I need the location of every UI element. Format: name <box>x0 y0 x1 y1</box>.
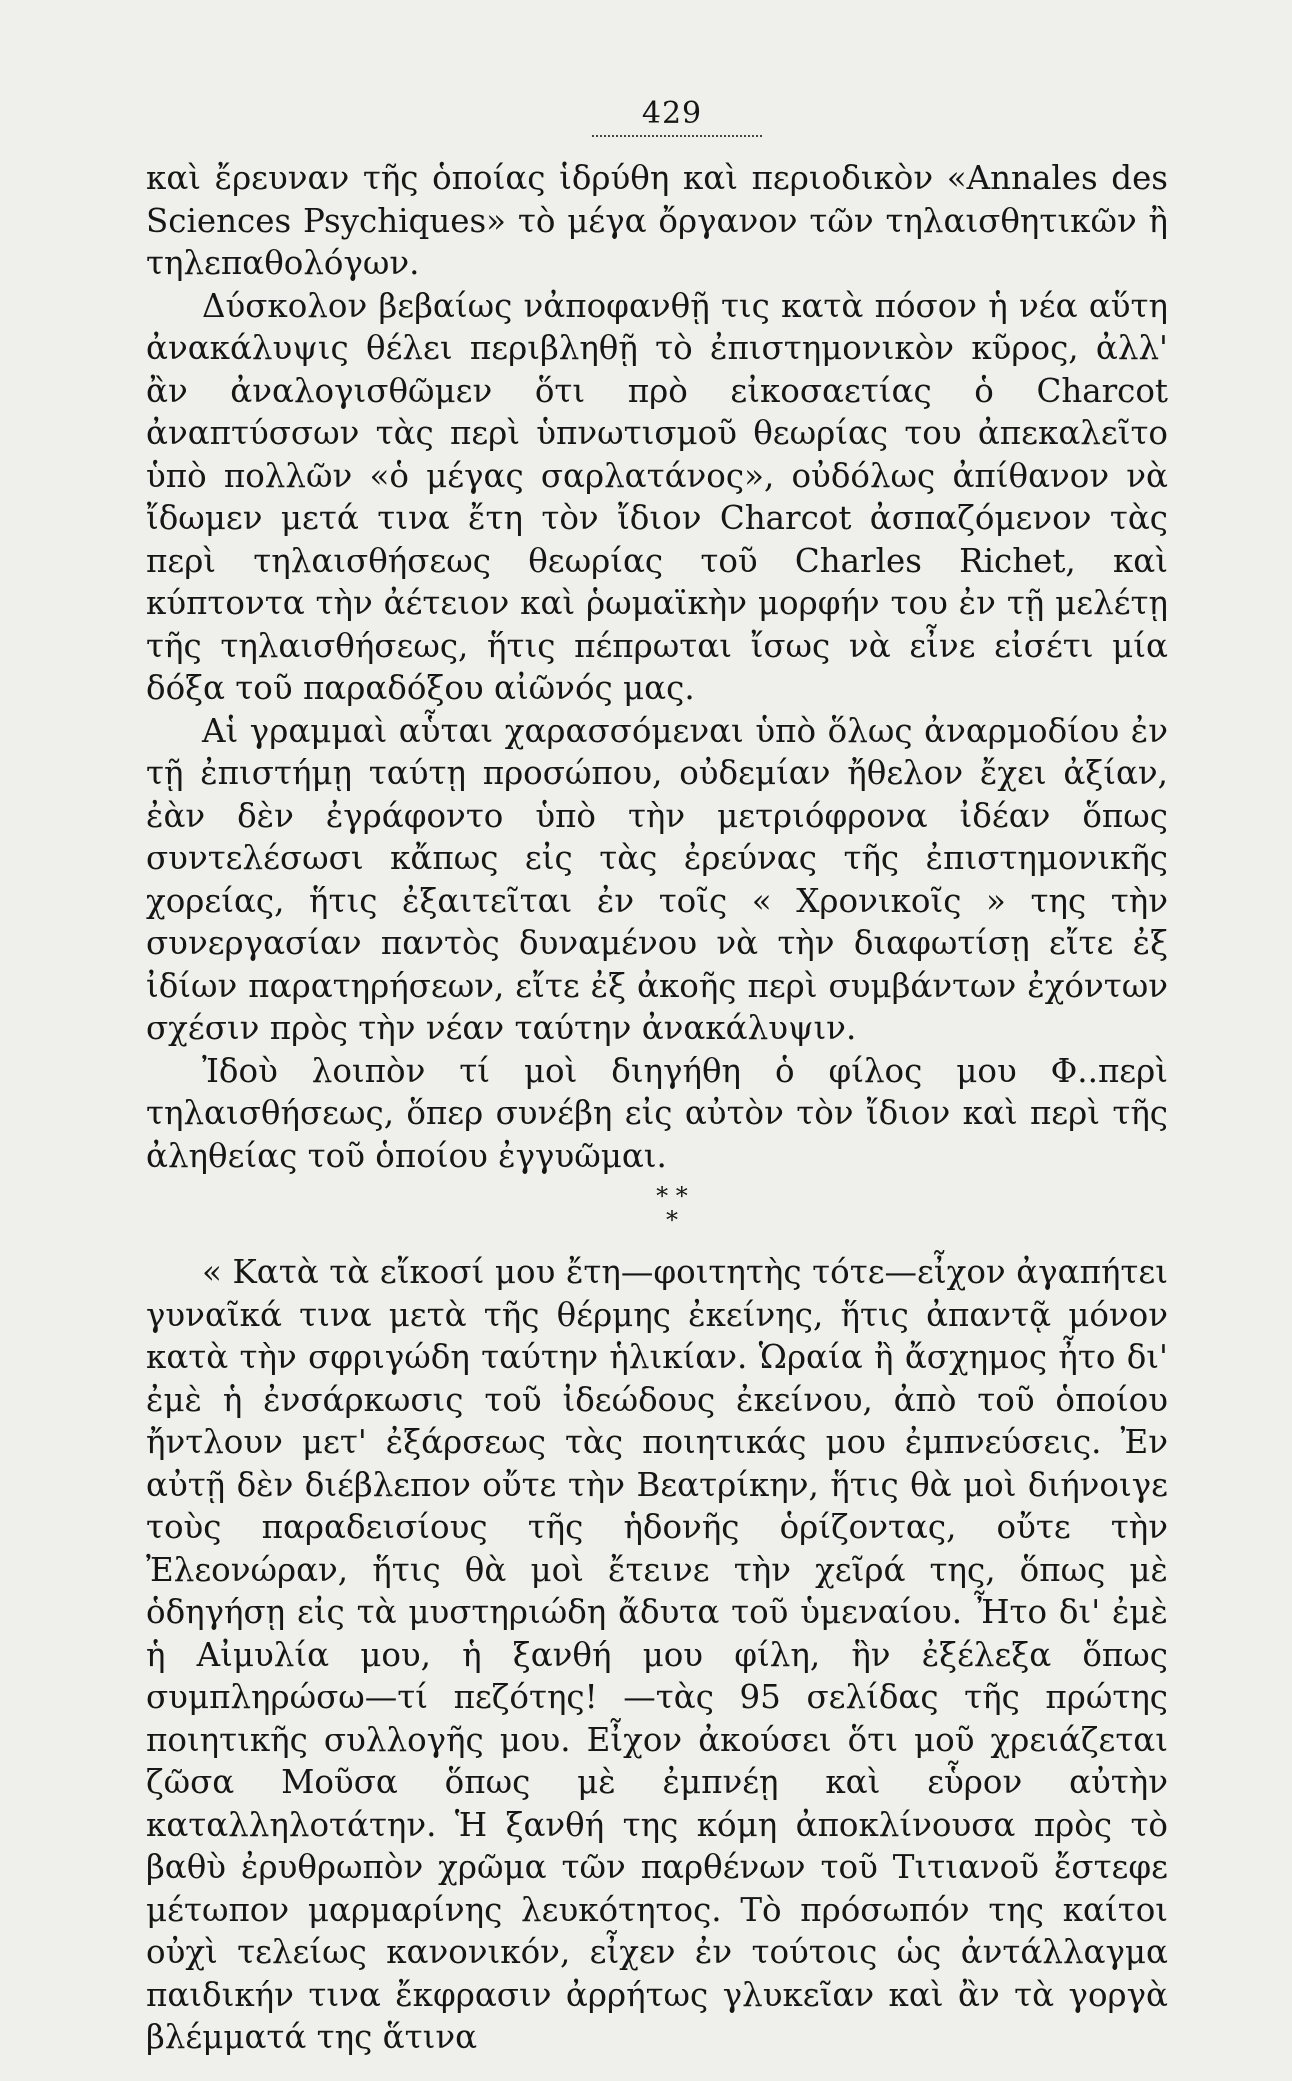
paragraph-purpose: Αἱ γραμμαὶ αὗται χαρασσόμεναι ὑπὸ ὅλως ἀναρμοδίου ἐν τῇ ἐπιστήμῃ ταύτῃ προσώπου, οὐδεμίαν ἤθελον ἔχει ἀξίαν, ἐὰν δὲν ἐγράφοντο ὑπὸ τὴν μετριόφρονα ἰδέαν ὅπως συντελέσωσι κἄπως εἰς τὰς ἐρεύνας τῆς ἐπιστημονικῆς χορείας, ἥτις ἐξαιτεῖται ἐν τοῖς « Χρονικοῖς » της τὴν συνεργασίαν παντὸς δυναμένου νὰ τὴν διαφωτίσῃ εἴτε ἐξ ἰδίων παρατηρήσεων, εἴτε ἐξ ἀκοῆς περὶ συμβάντων ἐχόντων σχέσιν πρὸς τὴν νέαν ταύτην ἀνακάλυψιν. <box>146 711 1168 1047</box>
page-number: 429 <box>641 96 703 131</box>
paragraph-continuation: καὶ ἔρευναν τῆς ὁποίας ἱδρύθη καὶ περιοδικὸν «Annales des Sciences Psychiques» τὸ μέγα ὄργανον τῶν τηλαισθητικῶν ἢ τηλεπαθολόγων. <box>146 159 1168 282</box>
asterisks-top: * * <box>656 1182 688 1210</box>
paragraph-charcot: Δύσκολον βεβαίως νἀποφανθῇ τις κατὰ πόσον ἡ νέα αὕτη ἀνακάλυψις θέλει περιβληθῇ τὸ ἐπιστημονικὸν κῦρος, ἀλλ' ἂν ἀναλογισθῶμεν ὅτι πρὸ εἰκοσαετίας ὁ Charcot ἀναπτύσσων τὰς περὶ ὑπνωτισμοῦ θεωρίας του ἀπεκαλεῖτο ὑπὸ πολλῶν «ὁ μέγας σαρλατάνος», οὐδόλως ἀπίθανον νὰ ἴδωμεν μετά τινα ἔτη τὸν ἴδιον Charcot ἀσπαζόμενον τὰς περὶ τηλαισθήσεως θεωρίας τοῦ Charles Richet, καὶ κύπτοντα τὴν ἀέτειον καὶ ῥωμαϊκὴν μορφήν του ἐν τῇ μελέτῃ τῆς τηλαισθήσεως, ἥτις πέπρωται ἴσως νὰ εἶνε εἰσέτι μία δόξα τοῦ παραδόξου αἰῶνός μας. <box>146 286 1168 707</box>
section-separator-asterisks <box>146 1182 1168 1234</box>
asterisks-bottom: * <box>666 1206 678 1234</box>
paragraph-narrative: « Κατὰ τὰ εἴκοσί μου ἔτη—φοιτητὴς τότε—εἶχον ἀγαπήτει γυναῖκά τινα μετὰ τῆς θέρμης ἐκείνης, ἥτις ἀπαντᾷ μόνον κατὰ τὴν σφριγώδη ταύτην ἡλικίαν. Ὡραία ἢ ἄσχημος ἦτο δι' ἐμὲ ἡ ἐνσάρκωσις τοῦ ἰδεώδους ἐκείνου, ἀπὸ τοῦ ὁποίου ἤντλουν μετ' ἐξάρσεως τὰς ποιητικάς μου ἐμπνεύσεις. Ἐν αὐτῇ δὲν διέβλεπον οὔτε τὴν Βεατρίκην, ἥτις θὰ μοὶ διήνοιγε τοὺς παραδεισίους τῆς ἡδονῆς ὁρίζοντας, οὔτε τὴν Ἐλεονώραν, ἥτις θὰ μοὶ ἔτεινε τὴν χεῖρά της, ὅπως μὲ ὁδηγήσῃ εἰς τὰ μυστηριώδη ἄδυτα τοῦ ὑμεναίου. Ἦτο δι' ἐμὲ ἡ Αἰμυλία μου, ἡ ξανθή μου φίλη, ἣν ἐξέλεξα ὅπως συμπληρώσω—τί πεζότης! —τὰς 95 σελίδας τῆς πρώτης ποιητικῆς συλλογῆς μου. Εἶχον ἀκούσει ὅτι μοῦ χρειάζεται ζῶσα Μοῦσα ὅπως μὲ ἐμπνέῃ καὶ εὗρον αὐτὴν καταλληλοτάτην. Ἡ ξανθή της κόμη ἀποκλίνουσα πρὸς τὸ βαθὺ ἐρυθρωπὸν χρῶμα τῶν παρθένων τοῦ Τιτιανοῦ ἔστεφε μέτωπον μαρμαρίνης λευκότητος. Τὸ πρόσωπόν της καίτοι οὐχὶ τελείως κανονικόν, εἶχεν ἐν τούτοις ὡς ἀντάλλαγμα παιδικήν τινα ἔκφρασιν ἀρρήτως γλυκεῖαν καὶ ἂν τὰ γοργὰ βλέμματά της ἅτινα <box>146 1253 1168 2056</box>
text-block-bottom <box>146 1251 1168 2059</box>
page-number-rule <box>592 135 762 137</box>
paragraph-friend-story: Ἰδοὺ λοιπὸν τί μοὶ διηγήθη ὁ φίλος μου Φ..περὶ τηλαισθήσεως, ὅπερ συνέβη εἰς αὐτὸν τὸν ἴδιον καὶ περὶ τῆς ἀληθείας τοῦ ὁποίου ἐγγυῶμαι. <box>146 1051 1168 1175</box>
text-block-top <box>146 157 1168 1177</box>
